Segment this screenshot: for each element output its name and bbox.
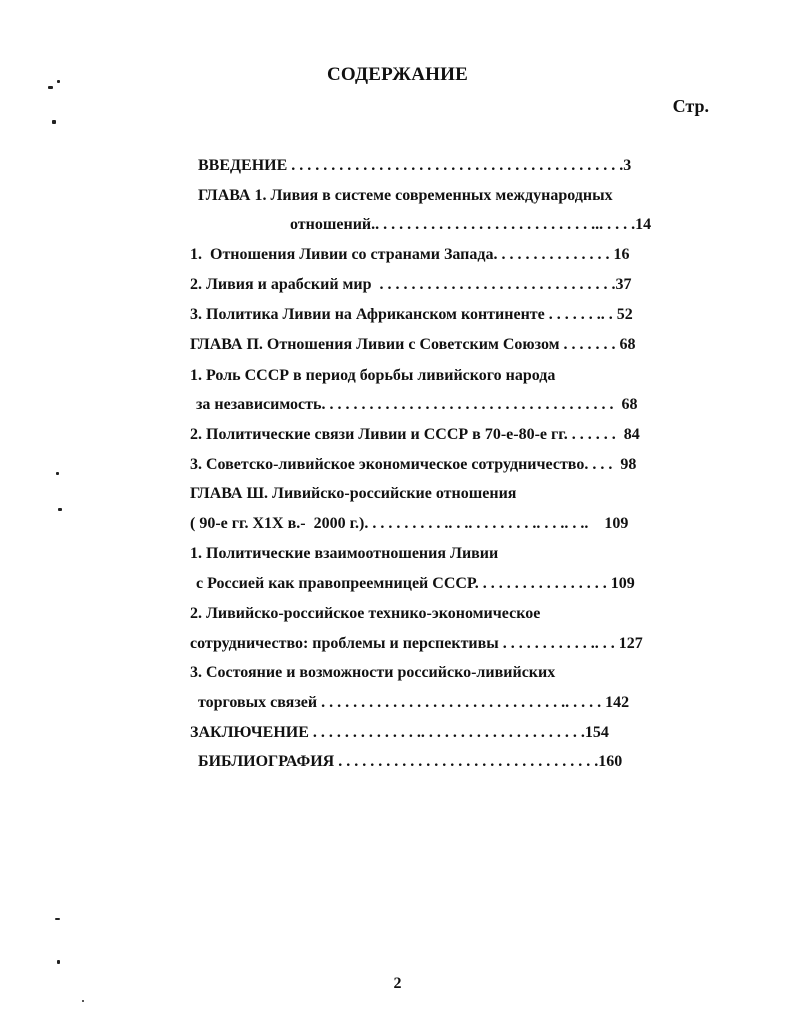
toc-entry-3-1-cont: с Россией как правопреемницей СССР. . . . . . . . . . . . . . . . . 109 <box>196 575 635 592</box>
toc-entry-introduction: ВВЕДЕНИЕ . . . . . . . . . . . . . . . . . . . . . . . . . . . . . . . . . . . . . . . . . .3 <box>198 157 632 174</box>
scan-speck <box>48 86 53 89</box>
toc-entry-chapter-1-cont: отношений.. . . . . . . . . . . . . . . . . . . . . . . . . . . ... . . . .14 <box>290 216 652 233</box>
scan-speck <box>55 918 60 920</box>
scan-speck <box>56 472 59 475</box>
toc-entry-3-3: 3. Состояние и возможности российско-ливийских <box>190 664 556 681</box>
scan-speck <box>57 80 60 83</box>
toc-entry-2-1: 1. Роль СССР в период борьбы ливийского народа <box>190 367 556 384</box>
toc-entry-1-1: 1. Отношения Ливии со странами Запада. . . . . . . . . . . . . . . 16 <box>190 246 630 263</box>
toc-entry-3-2: 2. Ливийско-российское технико-экономическое <box>190 605 541 622</box>
toc-entry-conclusion: ЗАКЛЮЧЕНИЕ . . . . . . . . . . . . . .. . . . . . . . . . . . . . . . . . . . .154 <box>190 724 609 741</box>
toc-entry-chapter-3: ГЛАВА Ш. Ливийско-российские отношения <box>190 485 517 502</box>
toc-entry-1-2: 2. Ливия и арабский мир . . . . . . . . . . . . . . . . . . . . . . . . . . . . . .37 <box>190 276 632 293</box>
toc-entry-1-3: 3. Политика Ливии на Африканском континенте . . . . . . .. . 52 <box>190 306 633 323</box>
scan-speck <box>57 960 60 964</box>
toc-entry-chapter-1: ГЛАВА 1. Ливия в системе современных международных <box>198 187 613 204</box>
toc-title: СОДЕРЖАНИЕ <box>327 64 468 85</box>
page-number: 2 <box>393 975 402 992</box>
page-column-label: Стр. <box>672 96 709 116</box>
toc-entry-3-3-cont: торговых связей . . . . . . . . . . . . . . . . . . . . . . . . . . . . . . .. . . . . 142 <box>198 694 630 711</box>
toc-entry-chapter-3-cont: ( 90-е гг. Х1Х в.- 2000 г.). . . . . . . . . . .. . .. . . . . . . . .. . . .. . .. 109 <box>190 515 629 532</box>
toc-entry-3-2-cont: сотрудничество: проблемы и перспективы . . . . . . . . . . . .. . . 127 <box>190 635 643 652</box>
toc-entry-bibliography: БИБЛИОГРАФИЯ . . . . . . . . . . . . . . . . . . . . . . . . . . . . . . . . .160 <box>198 753 623 770</box>
toc-entry-3-1: 1. Политические взаимоотношения Ливии <box>190 545 499 562</box>
toc-entry-2-2: 2. Политические связи Ливии и СССР в 70-е-80-е гг. . . . . . . 84 <box>190 426 640 443</box>
scan-speck <box>52 120 56 124</box>
toc-entry-chapter-2: ГЛАВА П. Отношения Ливии с Советским Союзом . . . . . . . 68 <box>190 336 636 353</box>
scan-speck <box>58 508 62 511</box>
scan-speck <box>82 1000 84 1002</box>
toc-entry-2-1-cont: за независимость. . . . . . . . . . . . . . . . . . . . . . . . . . . . . . . . . . . . . 68 <box>196 396 638 413</box>
toc-entry-2-3: 3. Советско-ливийское экономическое сотрудничество. . . . 98 <box>190 456 637 473</box>
